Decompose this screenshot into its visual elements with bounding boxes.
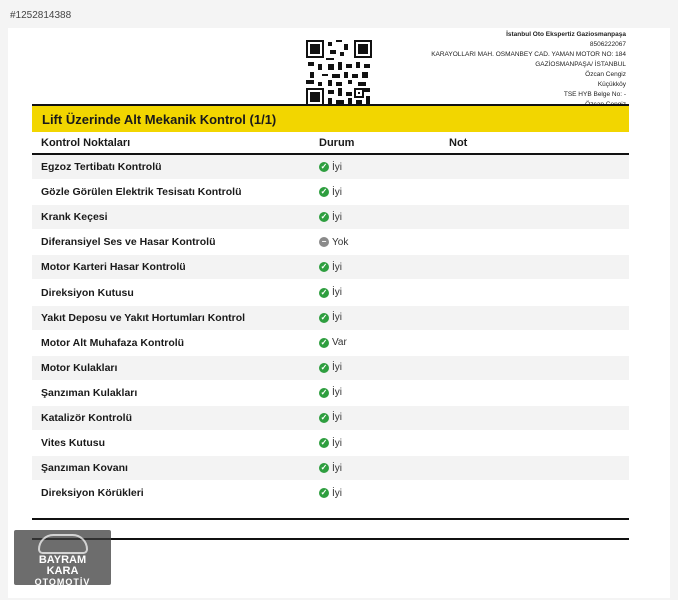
- status-cell: [319, 387, 449, 398]
- table-row: [32, 255, 629, 280]
- control-point: Motor Karteri Hasar Kontrolü: [41, 261, 186, 274]
- watermark-line-3: OTOMOTİV: [34, 577, 91, 587]
- status-text: İyi: [332, 387, 342, 399]
- company-city: GAZİOSMANPAŞA/ İSTANBUL: [535, 61, 626, 68]
- control-point: Şanzıman Kulakları: [41, 386, 138, 399]
- status-cell: [319, 237, 449, 248]
- status-cell: [319, 362, 449, 373]
- check-circle-icon: ✓: [320, 212, 328, 222]
- status-text: Var: [332, 337, 347, 349]
- control-point: Direksiyon Körükleri: [41, 487, 144, 500]
- control-point: Direksiyon Kutusu: [41, 286, 134, 299]
- status-text: İyi: [332, 261, 342, 273]
- column-header-note: Not: [449, 136, 468, 149]
- check-circle-icon: ✓: [320, 387, 328, 397]
- table-footer-lines: [32, 518, 629, 540]
- table-row: [32, 280, 629, 305]
- status-cell: [319, 287, 449, 298]
- status-text: Yok: [332, 236, 349, 248]
- control-point: Yakıt Deposu ve Yakıt Hortumları Kontrol: [41, 311, 246, 324]
- status-cell: [319, 262, 449, 273]
- qr-code-icon: [306, 40, 372, 106]
- table-row: [32, 205, 629, 230]
- table-row: [32, 431, 629, 456]
- status-text: İyi: [332, 312, 342, 324]
- minus-circle-icon: −: [319, 237, 329, 247]
- status-text: İyi: [332, 412, 342, 424]
- status-cell: [319, 337, 449, 348]
- status-text: İyi: [332, 161, 342, 173]
- table-body: [32, 155, 629, 506]
- company-tse: TSE HYB Belge No: -: [563, 91, 626, 98]
- section-title: [32, 104, 629, 132]
- table-row: [32, 481, 629, 506]
- table-row: [32, 306, 629, 331]
- watermark-line-2: KARA: [46, 565, 79, 577]
- car-icon: [38, 534, 88, 554]
- check-circle-icon: ✓: [320, 438, 328, 448]
- section-title-text: Lift Üzerinde Alt Mekanik Kontrol (1/1): [42, 111, 277, 127]
- check-circle-icon: ✓: [320, 187, 328, 197]
- status-text: İyi: [332, 287, 342, 299]
- table-row: [32, 180, 629, 205]
- check-circle-icon: ✓: [320, 162, 328, 172]
- table-row: [32, 456, 629, 481]
- status-text: İyi: [332, 362, 342, 374]
- watermark-line-1: BAYRAM: [38, 554, 87, 566]
- status-cell: [319, 187, 449, 198]
- status-cell: [319, 488, 449, 499]
- status-cell: [319, 412, 449, 423]
- control-point: Egzoz Tertibatı Kontrolü: [41, 161, 162, 174]
- company-phone: 8506222067: [589, 41, 626, 48]
- inspection-table: [32, 132, 629, 506]
- check-circle-icon: ✓: [320, 362, 328, 372]
- check-circle-icon: ✓: [320, 463, 328, 473]
- status-cell: [319, 162, 449, 173]
- status-text: İyi: [332, 487, 342, 499]
- table-row: [32, 230, 629, 255]
- control-point: Krank Keçesi: [41, 211, 108, 224]
- check-circle-icon: ✓: [320, 337, 328, 347]
- status-cell: [319, 212, 449, 223]
- check-circle-icon: ✓: [320, 488, 328, 498]
- status-cell: [319, 312, 449, 323]
- status-text: İyi: [332, 462, 342, 474]
- status-cell: [319, 438, 449, 449]
- control-point: Vites Kutusu: [41, 437, 105, 450]
- table-row: [32, 356, 629, 381]
- check-circle-icon: ✓: [320, 312, 328, 322]
- status-text: İyi: [332, 186, 342, 198]
- control-point: Gözle Görülen Elektrik Tesisatı Kontrolü: [41, 186, 242, 199]
- control-point: Katalizör Kontrolü: [41, 411, 132, 424]
- table-row: [32, 406, 629, 431]
- control-point: Şanzıman Kovanı: [41, 462, 128, 475]
- check-circle-icon: ✓: [320, 287, 328, 297]
- company-address: KARAYOLLARI MAH. OSMANBEY CAD. YAMAN MOTOR NO: 184: [431, 51, 626, 58]
- company-name: İstanbul Oto Ekspertiz Gaziosmanpaşa: [506, 31, 626, 38]
- dealer-watermark-logo: [14, 530, 111, 585]
- table-row: [32, 381, 629, 406]
- check-circle-icon: ✓: [320, 412, 328, 422]
- column-header-point: Kontrol Noktaları: [41, 136, 131, 149]
- column-header-status: Durum: [319, 136, 355, 149]
- company-contact: Özcan Cengiz: [585, 71, 626, 78]
- table-row: [32, 155, 629, 180]
- status-text: İyi: [332, 211, 342, 223]
- control-point: Motor Kulakları: [41, 361, 118, 374]
- control-point: Motor Alt Muhafaza Kontrolü: [41, 336, 185, 349]
- control-point: Diferansiyel Ses ve Hasar Kontrolü: [41, 236, 216, 249]
- status-cell: [319, 463, 449, 474]
- company-district: Küçükköy: [597, 81, 626, 88]
- status-text: İyi: [332, 437, 342, 449]
- check-circle-icon: ✓: [320, 262, 328, 272]
- ad-id: #1252814388: [10, 10, 72, 21]
- table-row: [32, 331, 629, 356]
- table-header: [32, 132, 629, 155]
